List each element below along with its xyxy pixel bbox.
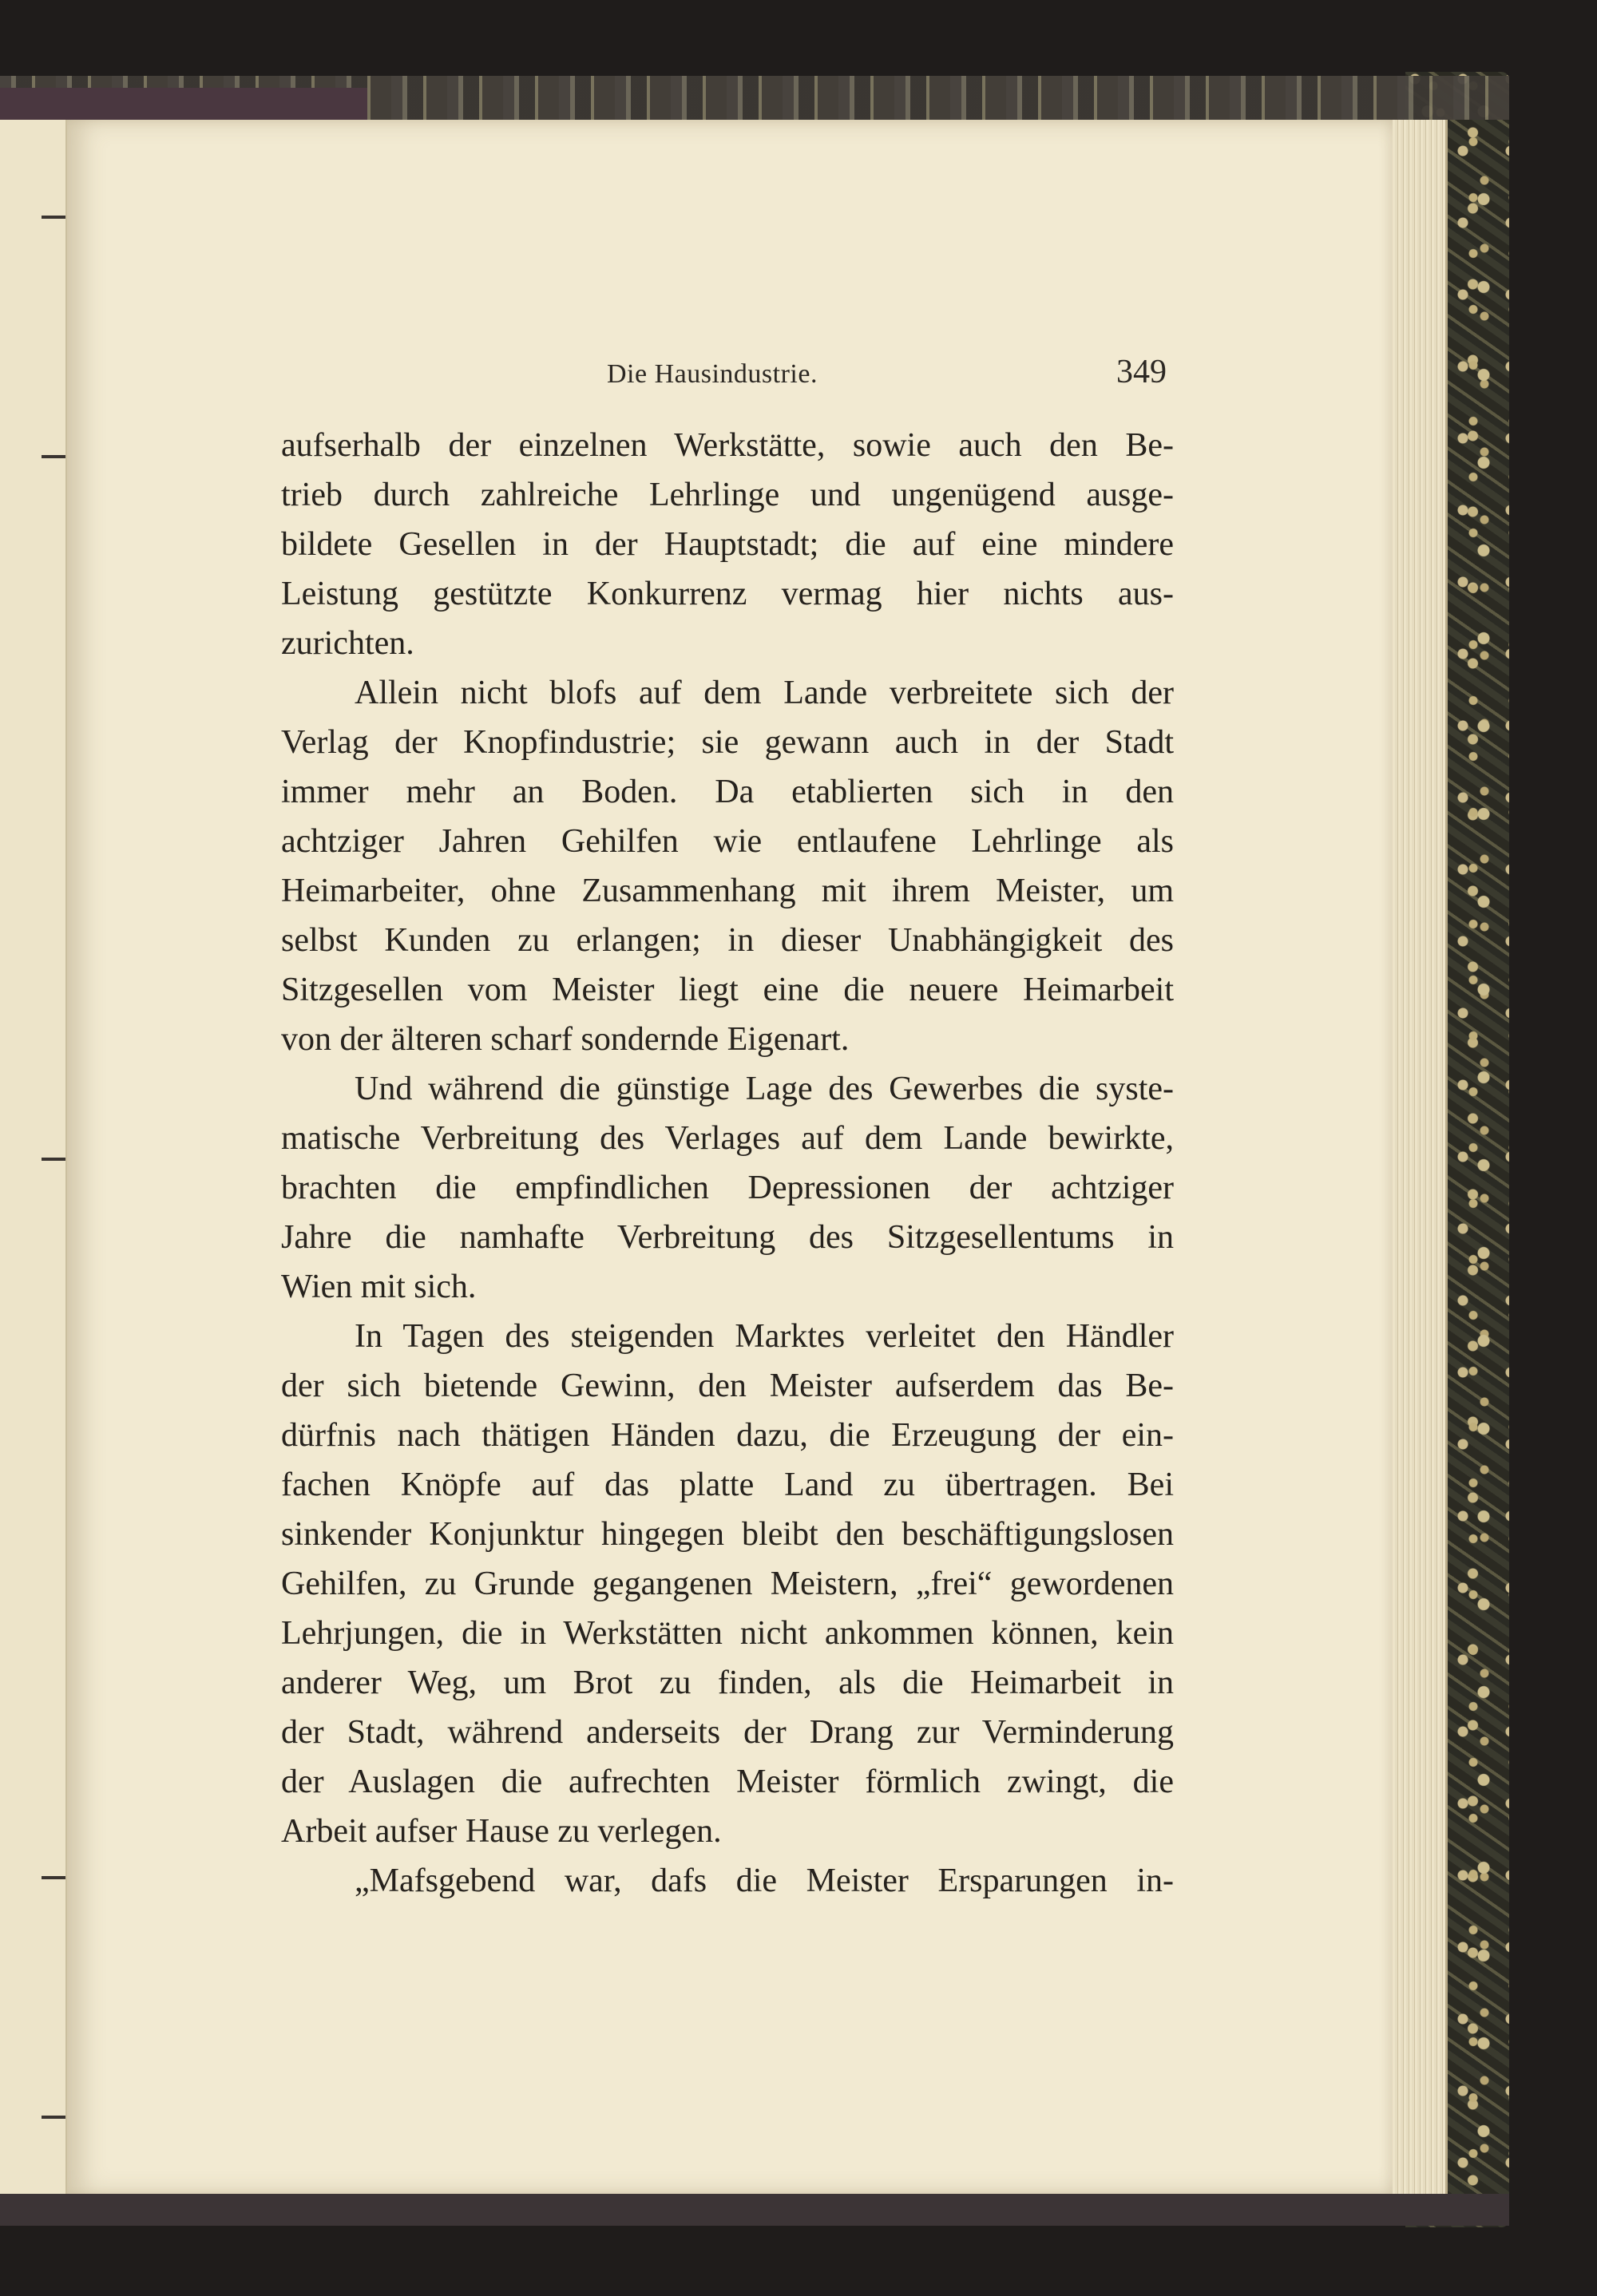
- text-line: der Stadt, während anderseits der Drang zur Verminderung: [281, 1714, 1174, 1751]
- binding-thread-mark: [42, 2116, 65, 2119]
- text-line: achtziger Jahren Gehilfen wie entlaufene Lehrlinge als: [281, 823, 1174, 860]
- binding-thread-mark: [42, 216, 65, 219]
- page-number: 349: [1116, 354, 1167, 390]
- binding-thread-mark: [42, 455, 65, 458]
- text-line: dürfnis nach thätigen Händen dazu, die Erzeugung der ein-: [281, 1417, 1174, 1454]
- text-line: von der älteren scharf sondernde Eigenart.: [281, 1021, 850, 1058]
- book-spine-top: [0, 88, 367, 120]
- running-head: Die Hausindustrie.: [607, 359, 818, 389]
- text-line: anderer Weg, um Brot zu finden, als die Heimarbeit in: [281, 1665, 1174, 1701]
- text-line: trieb durch zahlreiche Lehrlinge und ungenügend ausge-: [281, 477, 1174, 513]
- previous-page-edge: [0, 120, 67, 2203]
- text-line: bildete Gesellen in der Hauptstadt; die auf eine mindere: [281, 526, 1174, 563]
- text-line: zurichten.: [281, 625, 414, 662]
- text-line: brachten die empfindlichen Depressionen der achtziger: [281, 1170, 1174, 1206]
- page-stack-edge: [1389, 120, 1448, 2195]
- text-line: Heimarbeiter, ohne Zusammenhang mit ihrem Meister, um: [281, 873, 1174, 909]
- text-line: matische Verbreitung des Verlages auf dem Lande bewirkte,: [281, 1120, 1174, 1157]
- text-line: Wien mit sich.: [281, 1269, 477, 1305]
- binding-thread-mark: [42, 1158, 65, 1161]
- text-line: aufserhalb der einzelnen Werkstätte, sowie auch den Be-: [281, 427, 1174, 464]
- text-line: sinkender Konjunktur hingegen bleibt den beschäftigungslosen: [281, 1516, 1174, 1553]
- text-line: In Tagen des steigenden Marktes verleitet den Händler: [355, 1318, 1174, 1355]
- text-line: der sich bietende Gewinn, den Meister aufserdem das Be-: [281, 1368, 1174, 1404]
- text-line: Arbeit aufser Hause zu verlegen.: [281, 1813, 722, 1850]
- text-line: Jahre die namhafte Verbreitung des Sitzgesellentums in: [281, 1219, 1174, 1256]
- binding-thread-mark: [42, 1876, 65, 1879]
- text-line: Leistung gestützte Konkurrenz vermag hier nichts aus-: [281, 576, 1174, 612]
- text-line: der Auslagen die aufrechten Meister förmlich zwingt, die: [281, 1764, 1174, 1800]
- text-line: Gehilfen, zu Grunde gegangenen Meistern, „frei“ gewordenen: [281, 1566, 1174, 1602]
- text-line: Verlag der Knopfindustrie; sie gewann auch in der Stadt: [281, 724, 1174, 761]
- text-line: „Mafsgebend war, dafs die Meister Ersparungen in-: [355, 1863, 1174, 1899]
- text-line: Und während die günstige Lage des Gewerbes die syste-: [355, 1071, 1174, 1107]
- text-line: Sitzgesellen vom Meister liegt eine die neuere Heimarbeit: [281, 972, 1174, 1008]
- text-line: Allein nicht blofs auf dem Lande verbreitete sich der: [355, 675, 1174, 711]
- text-line: Lehrjungen, die in Werkstätten nicht ankommen können, kein: [281, 1615, 1174, 1652]
- text-line: fachen Knöpfe auf das platte Land zu übertragen. Bei: [281, 1467, 1174, 1503]
- book-bottom-edge: [0, 2194, 1509, 2226]
- text-line: immer mehr an Boden. Da etablierten sich in den: [281, 774, 1174, 810]
- text-line: selbst Kunden zu erlangen; in dieser Unabhängigkeit des: [281, 922, 1174, 959]
